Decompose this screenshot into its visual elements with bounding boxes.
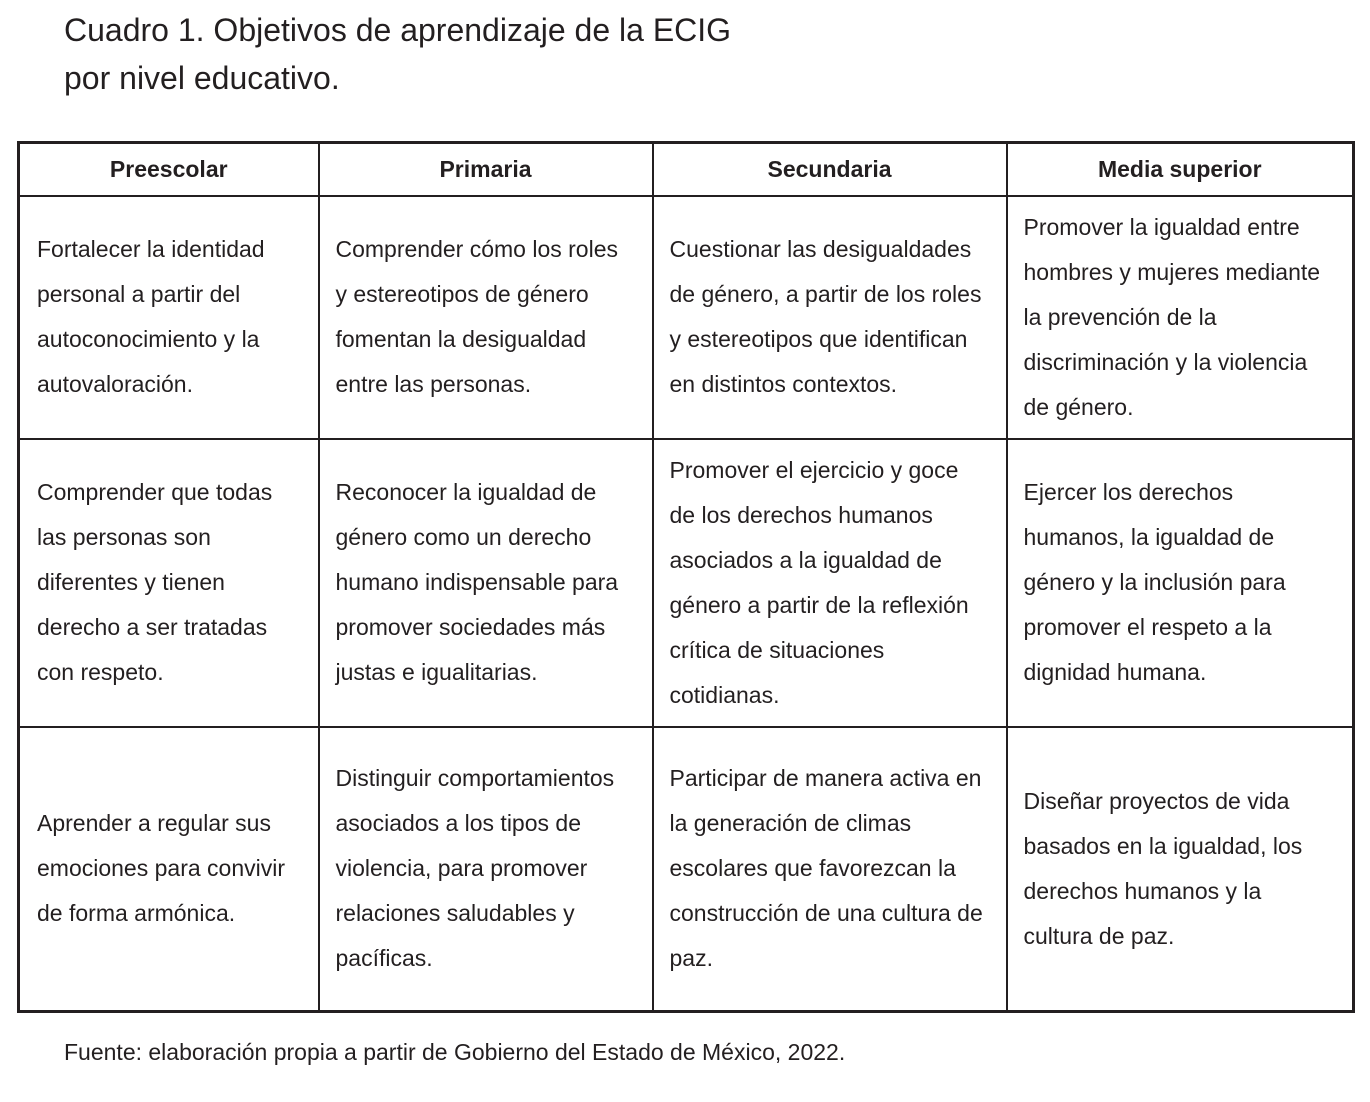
table-cell: Promover el ejercicio y goce de los derechos humanos asociados a la igualdad de género a partir de la reflexión crítica de situaciones cotidianas.: [653, 439, 1007, 727]
table-cell: Comprender que todas las personas son diferentes y tienen derecho a ser tratadas con respeto.: [19, 439, 319, 727]
table-cell: Aprender a regular sus emociones para convivir de forma armónica.: [19, 727, 319, 1012]
table-cell: Fortalecer la identidad personal a partir del autoconocimiento y la autovaloración.: [19, 196, 319, 439]
table-row: [19, 727, 1354, 1012]
table-cell: Comprender cómo los roles y estereotipos de género fomentan la desigualdad entre las personas.: [319, 196, 653, 439]
table-cell: Ejercer los derechos humanos, la igualdad de género y la inclusión para promover el respeto a la dignidad humana.: [1007, 439, 1354, 727]
header-secundaria: Secundaria: [653, 143, 1007, 196]
source-note: Fuente: elaboración propia a partir de Gobierno del Estado de México, 2022.: [64, 1039, 846, 1065]
header-primaria: Primaria: [319, 143, 653, 196]
table-cell: Promover la igualdad entre hombres y mujeres mediante la prevención de la discriminación y la violencia de género.: [1007, 196, 1354, 439]
table-cell: Participar de manera activa en la generación de climas escolares que favorezcan la construcción de una cultura de paz.: [653, 727, 1007, 1012]
table-row: [19, 439, 1354, 727]
learning-objectives-table: [17, 141, 1355, 1013]
table-caption: [64, 6, 964, 102]
table-row: [19, 196, 1354, 439]
caption-line-1: Cuadro 1. Objetivos de aprendizaje de la ECIG: [64, 12, 732, 48]
header-media-superior: Media superior: [1007, 143, 1354, 196]
caption-line-2: por nivel educativo.: [64, 60, 340, 96]
table-cell: Diseñar proyectos de vida basados en la igualdad, los derechos humanos y la cultura de paz.: [1007, 727, 1354, 1012]
header-preescolar: Preescolar: [19, 143, 319, 196]
table-cell: Cuestionar las desigualdades de género, a partir de los roles y estereotipos que identifican en distintos contextos.: [653, 196, 1007, 439]
header-row: [19, 143, 1354, 196]
table-cell: Reconocer la igualdad de género como un derecho humano indispensable para promover sociedades más justas e igualitarias.: [319, 439, 653, 727]
table-cell: Distinguir comportamientos asociados a los tipos de violencia, para promover relaciones saludables y pacíficas.: [319, 727, 653, 1012]
